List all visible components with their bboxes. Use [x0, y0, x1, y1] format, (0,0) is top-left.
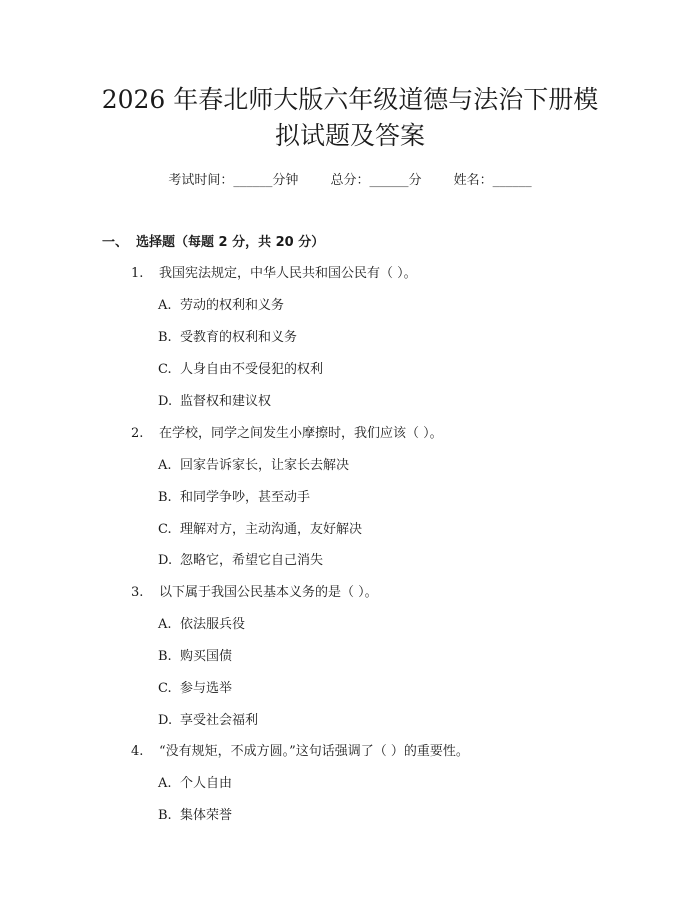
option-text: 享受社会福利	[180, 713, 259, 728]
exam-time-field: 考试时间：______分钟	[168, 173, 299, 188]
option-letter: C.	[158, 522, 172, 537]
total-score-field: 总分：______分	[330, 173, 422, 188]
exam-meta	[0, 169, 700, 188]
option-text: 理解对方，主动沟通，友好解决	[180, 522, 363, 537]
question-text: 在学校，同学之间发生小摩擦时，我们应该（ ）。	[159, 426, 443, 441]
option-letter: B.	[158, 649, 172, 664]
question-number: 3.	[131, 585, 144, 600]
question-3-option-d	[158, 709, 258, 728]
option-letter: B.	[158, 330, 172, 345]
option-text: 和同学争吵，甚至动手	[180, 490, 311, 505]
option-letter: B.	[158, 490, 172, 505]
option-letter: C.	[158, 681, 172, 696]
option-text: 监督权和建议权	[180, 394, 272, 409]
question-2-option-d	[158, 549, 323, 568]
option-text: 依法服兵役	[180, 617, 246, 632]
option-letter: A.	[158, 298, 172, 313]
question-3-option-b	[158, 645, 232, 664]
section-title: 选择题（每题 2 分，共 20 分）	[136, 235, 325, 250]
option-text: 购买国债	[180, 649, 233, 664]
student-name-field: 姓名：______	[453, 173, 532, 188]
option-letter: D.	[158, 553, 173, 568]
question-3-option-a	[158, 613, 245, 632]
question-1-option-a	[158, 294, 284, 313]
option-letter: D.	[158, 394, 173, 409]
option-letter: A.	[158, 458, 172, 473]
option-text: 个人自由	[180, 776, 233, 791]
question-4-option-b	[158, 804, 232, 823]
option-text: 劳动的权利和义务	[180, 298, 285, 313]
option-letter: A.	[158, 617, 172, 632]
question-3	[131, 581, 378, 600]
question-2-option-a	[158, 454, 349, 473]
question-text: “没有规矩，不成方圆。”这句话强调了（ ）的重要性。	[159, 744, 469, 759]
question-text: 以下属于我国公民基本义务的是（ ）。	[159, 585, 378, 600]
question-text: 我国宪法规定，中华人民共和国公民有（ ）。	[159, 266, 417, 281]
exam-title-line-1: 2026 年春北师大版六年级道德与法治下册模	[101, 85, 599, 114]
question-4-option-a	[158, 772, 232, 791]
question-3-option-c	[158, 677, 232, 696]
option-text: 回家告诉家长，让家长去解决	[180, 458, 350, 473]
question-number: 2.	[131, 426, 144, 441]
question-number: 1.	[131, 266, 144, 281]
option-text: 人身自由不受侵犯的权利	[180, 362, 324, 377]
question-2	[131, 422, 443, 441]
question-1-option-c	[158, 358, 323, 377]
option-letter: B.	[158, 808, 172, 823]
question-4	[131, 740, 469, 759]
exam-title-line-2: 拟试题及答案	[274, 121, 425, 150]
question-1-option-b	[158, 326, 297, 345]
question-2-option-b	[158, 486, 310, 505]
option-text: 参与选举	[180, 681, 233, 696]
question-number: 4.	[131, 744, 144, 759]
option-text: 忽略它，希望它自己消失	[180, 553, 324, 568]
option-letter: A.	[158, 776, 172, 791]
question-1	[131, 262, 417, 281]
section-heading	[102, 231, 324, 250]
option-text: 集体荣誉	[180, 808, 233, 823]
section-number: 一、	[102, 235, 129, 250]
option-text: 受教育的权利和义务	[180, 330, 298, 345]
option-letter: C.	[158, 362, 172, 377]
question-1-option-d	[158, 390, 271, 409]
option-letter: D.	[158, 713, 173, 728]
question-2-option-c	[158, 518, 362, 537]
